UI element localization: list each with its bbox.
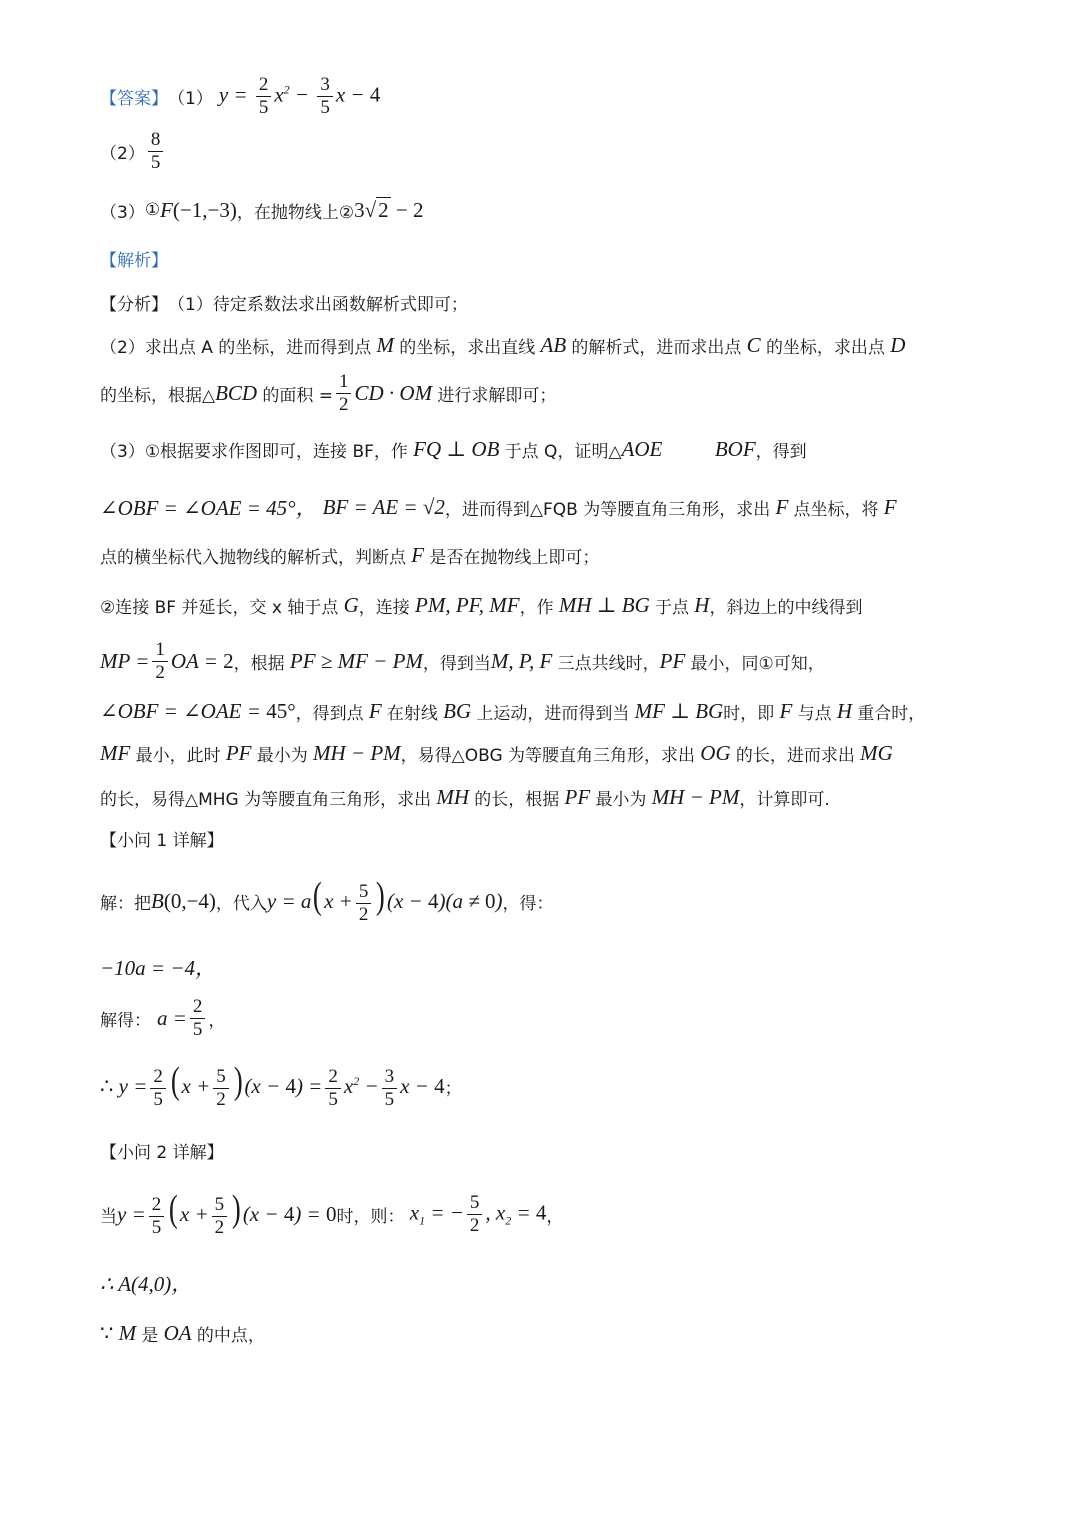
analysis-p3-line7: MF 最小，此时 PF 最小为 MH − PM ，易得△OBG 为等腰直角三角形，求出 OG 的长，进而求出 MG	[100, 740, 893, 766]
analysis-p3-line8: 的长，易得△MHG 为等腰直角三角形，求出 MH 的长，根据 PF 最小为 MH − PM ，计算即可.	[100, 784, 830, 810]
analysis-tag: 【解析】	[100, 250, 168, 271]
q1-tag-line	[100, 824, 1020, 852]
q1-line1: 解：把 B(0,−4) ，代入 y = a(x + $\frac{5}{2}$ )(x − 4)(a ≠ 0) ，得：	[100, 875, 554, 925]
analysis-p3-line6: ∠OBF = ∠OAE = 45° ，得到点 F 在射线 BG 上运动，进而得到当 MF ⊥ BG 时，即 F 与点 H 重合时，	[100, 698, 926, 724]
q2-tag: 【小问 2 详解】	[100, 1142, 224, 1163]
q2-line3: ∵ M 是 OA 的中点，	[100, 1320, 265, 1346]
answer-line-1	[100, 73, 1020, 118]
analysis-p3-line3: 点的横坐标代入抛物线的解析式，判断点 F 是否在抛物线上即可；	[100, 542, 600, 568]
fenxi-line: 【分析】 （1）待定系数法求出函数解析式即可；	[100, 288, 1020, 316]
q2-line2: ∴ A(4,0)，	[100, 1272, 193, 1296]
q1-line2: −10a = −4，	[100, 956, 217, 980]
answer-part3-label: （3）	[100, 202, 145, 223]
answer-tag: 【答案】	[100, 88, 168, 109]
analysis-p2-line2: 的坐标，根据△ BCD 的面积 = $\frac{1}{2}$ CD · OM 进行求解即可；	[100, 370, 557, 415]
answer-part3-point: F(−1,−3)	[160, 197, 237, 222]
analysis-p3-line4: ②连接 BF 并延长，交 x 轴于点 G ，连接 PM, PF, MF ，作 MH ⊥ BG 于点 H ，斜边上的中线得到	[100, 592, 863, 618]
analysis-p3-line5: MP = $\frac{1}{2}$ OA = 2 ，根据 PF ≥ MF − PM ，得到当 M, P, F 三点共线时， PF 最小，同①可知，	[100, 638, 825, 683]
answer-line-2	[100, 128, 1020, 174]
answer-part2-fraction: $\frac{8}{5}$	[148, 130, 164, 173]
analysis-p2-line1: （2）求出点 A 的坐标，进而得到点 M 的坐标，求出直线 AB 的解析式，进而求出点 C 的坐标，求出点 D	[100, 332, 906, 358]
answer-part1-equation: y = $\frac{2}{5}$ $x^2$ − $\frac{3}{5}$ x − 4	[218, 73, 381, 118]
analysis-p3-line1: （3）①根据要求作图即可，连接 BF，作 FQ ⊥ OB 于点 Q，证明△ AOE BOF ，得到	[100, 436, 807, 462]
answer-part2-label: （2）	[100, 143, 145, 164]
q2-tag-line	[100, 1136, 1020, 1164]
answer-part3-value: 3√ 2 − 2	[354, 198, 424, 222]
fenxi-tag: 【分析】	[100, 294, 168, 315]
q1-tag: 【小问 1 详解】	[100, 830, 224, 851]
analysis-tag-line	[100, 244, 1020, 272]
q1-line4: ∴ y = $\frac{2}{5}$ (x + $\frac{5}{2}$ )(x − 4) = $\frac{2}{5}$ $x^2$ − $\frac{3}{5}$ x − 4 ；	[100, 1060, 462, 1110]
q2-line1: 当 y = $\frac{2}{5}$ (x + $\frac{5}{2}$ )(x − 4) = 0 时，则： $x_1$ = − $\frac{5}{2}$ , $x_2 = 4$ ，	[100, 1188, 564, 1238]
answer-line-3: （3） ① F(−1,−3) ，在抛物线上② 3√ 2 − 2	[100, 197, 424, 223]
answer-part1-label: （1）	[168, 88, 213, 109]
q1-line3: 解得： a = $\frac{2}{5}$ ，	[100, 995, 226, 1040]
analysis-p3-line2: ∠OBF = ∠OAE = 45°， BF = AE = √2 ，进而得到△FQB 为等腰直角三角形，求出 F 点坐标，将 F	[100, 494, 897, 520]
